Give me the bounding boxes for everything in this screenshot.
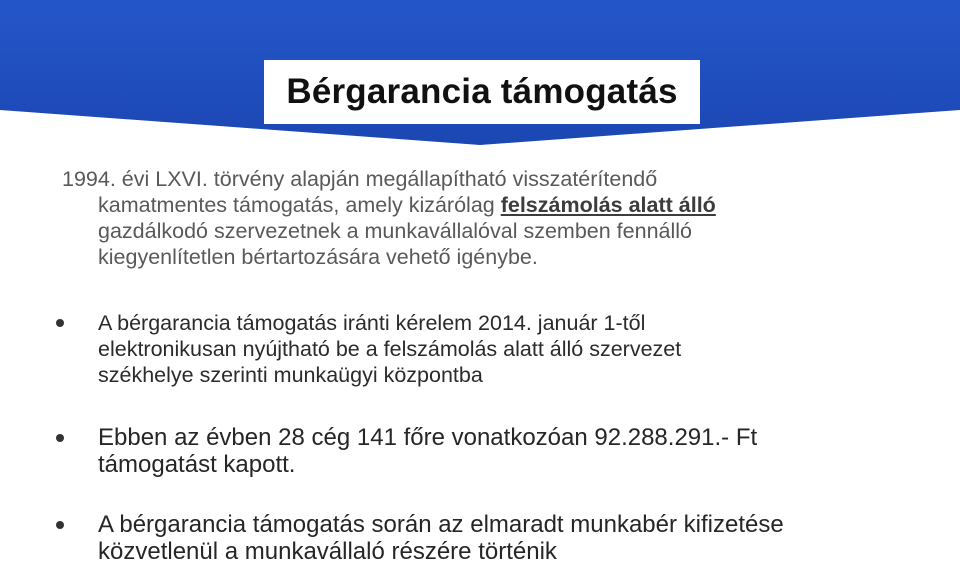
bullet-item-2 [56,424,916,478]
bullet-3-line-2: közvetlenül a munkavállaló részére történik [98,538,557,561]
title-box [264,60,700,124]
bullet-text-3 [98,511,784,561]
intro-line-4: kiegyenlítetlen bértartozására vehető igénybe. [98,245,538,269]
intro-paragraph [62,166,902,270]
bullet-2-line-2: támogatást kapott. [98,451,296,478]
bullet-icon [56,521,64,529]
bullet-item-1 [56,310,916,388]
intro-emphasis: felszámolás alatt álló [500,193,716,217]
bullet-icon [56,434,64,442]
intro-line-2 [62,192,902,218]
bullet-2-line-1: Ebben az évben 28 cég 141 főre vonatkozóan 92.288.291.- Ft [98,424,758,451]
bullet-text-1 [98,310,681,388]
intro-line-3: gazdálkodó szervezetnek a munkavállalóval szemben fennálló [98,219,692,243]
header-banner [0,0,960,145]
intro-line-2-text: kamatmentes támogatás, amely kizárólag [98,193,501,217]
intro-line-1: 1994. évi LXVI. törvény alapján megállapítható visszatérítendő [62,167,658,191]
bullet-item-3 [56,511,916,561]
page-title: Bérgarancia támogatás [286,72,678,111]
bullet-1-line-2: elektronikusan nyújtható be a felszámolás alatt álló szervezet [98,337,682,361]
bullet-3-line-1: A bérgarancia támogatás során az elmaradt munkabér kifizetése [98,511,784,538]
bullet-text-2 [98,424,757,478]
bullet-icon [56,319,64,327]
bullet-1-line-1: A bérgarancia támogatás iránti kérelem 2014. január 1-től [98,311,646,335]
bullet-1-line-3: székhelye szerinti munkaügyi központba [98,363,483,387]
